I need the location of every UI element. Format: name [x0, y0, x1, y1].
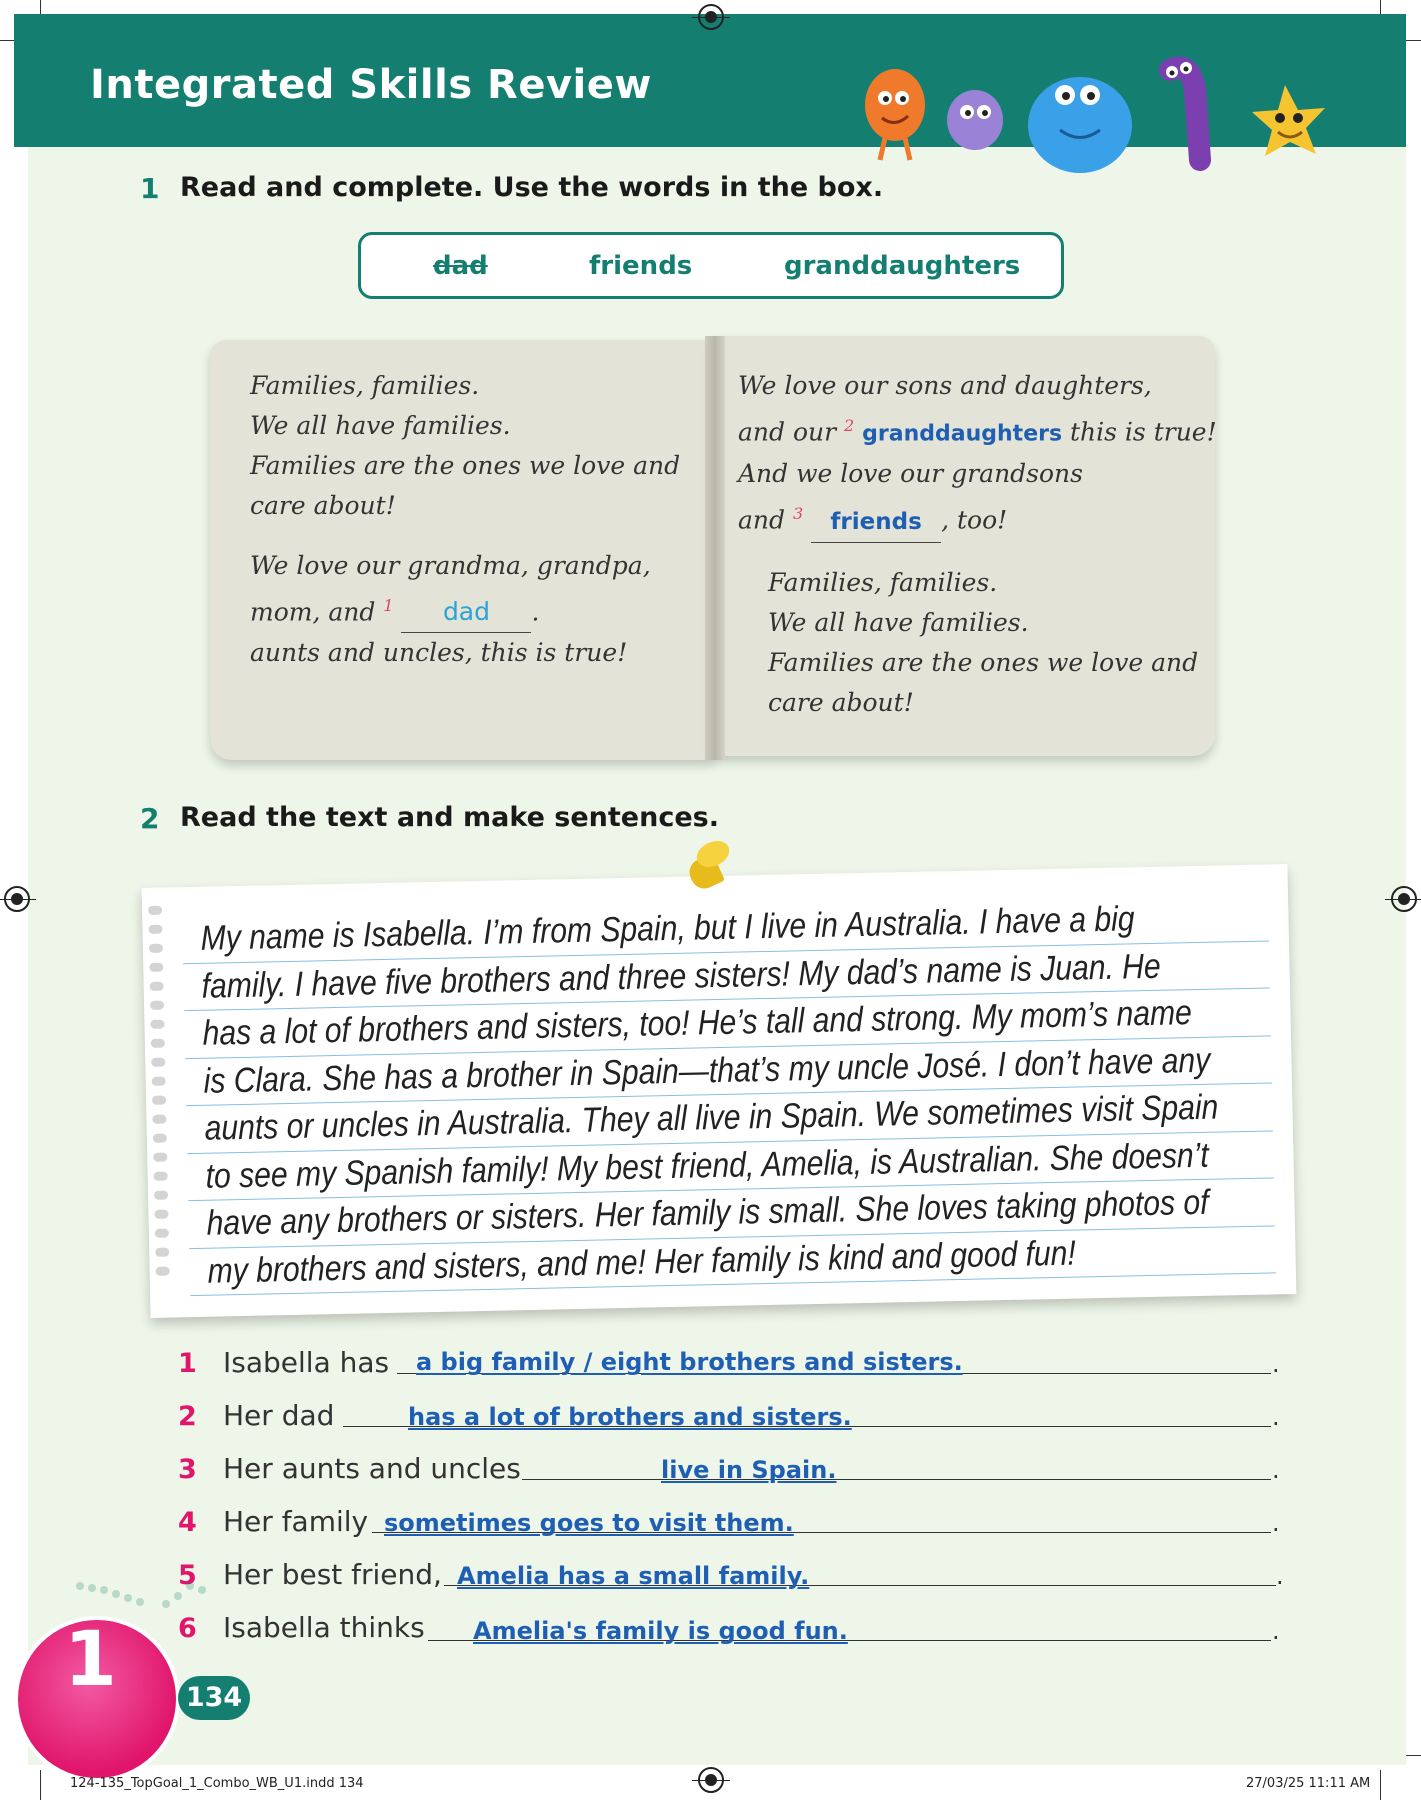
registration-mark-icon — [698, 1767, 724, 1793]
item-prompt: Her aunts and uncles — [223, 1452, 521, 1485]
poem-text: mom, and — [250, 597, 376, 627]
blank-number-2: 2 — [844, 416, 855, 435]
answer-3: friends — [830, 508, 922, 535]
section-2-number: 2 — [140, 802, 160, 835]
poem-line: care about! — [250, 491, 396, 520]
item-prompt: Her family — [223, 1505, 369, 1538]
page-number: 134 — [178, 1676, 250, 1720]
file-info: 124-135_TopGoal_1_Combo_WB_U1.indd 134 — [70, 1776, 364, 1791]
poem-text: . — [531, 597, 540, 627]
poem-line-with-blank-3 — [738, 494, 1217, 542]
item-answer[interactable]: sometimes goes to visit them. — [384, 1509, 794, 1537]
item-period: . — [1272, 1403, 1280, 1431]
book-spine — [705, 336, 725, 760]
passage-line: has a lot of brothers and sisters, too! He’s tall and strong. My mom’s name — [202, 993, 1193, 1053]
blank-number-3: 3 — [792, 504, 804, 524]
item-number: 6 — [178, 1613, 197, 1644]
item-number: 1 — [178, 1348, 197, 1379]
item-number: 2 — [178, 1401, 197, 1432]
section-1-number: 1 — [140, 172, 160, 205]
answer-1: dad — [442, 597, 490, 627]
passage-line: My name is Isabella. I’m from Spain, but I live in Australia. I have a big — [200, 899, 1135, 958]
open-book — [210, 332, 1215, 762]
poem-line: care about! — [768, 687, 914, 717]
section-2-instruction: Read the text and make sentences. — [180, 802, 719, 833]
purple-fluffy-character-icon — [947, 90, 1003, 150]
word-box-item-friends: friends — [589, 251, 693, 281]
answer-2[interactable]: granddaughters — [862, 421, 1063, 447]
poem-text: this is true! — [1070, 417, 1217, 447]
unit-number: 1 — [64, 1614, 117, 1703]
poem-left — [250, 366, 680, 673]
item-answer[interactable]: has a lot of brothers and sisters. — [408, 1403, 852, 1431]
answer-blank-3[interactable] — [811, 501, 941, 543]
poem-line: Families, families. — [250, 371, 480, 400]
item-period: . — [1272, 1509, 1280, 1537]
purple-worm-character-icon — [1166, 62, 1200, 160]
passage-line: aunts or uncles in Australia. They all live in Spain. We sometimes visit Spain — [204, 1087, 1219, 1148]
item-prompt: Isabella has — [223, 1346, 390, 1379]
item-period: . — [1272, 1456, 1280, 1484]
blue-blob-character-icon — [1028, 77, 1132, 173]
poem-line: We all have families. — [250, 411, 511, 440]
passage-line: family. I have five brothers and three sisters! My dad’s name is Juan. He — [201, 946, 1162, 1006]
item-prompt: Isabella thinks — [223, 1611, 425, 1644]
item-period: . — [1272, 1617, 1280, 1645]
poem-line: We love our sons and daughters, — [738, 371, 1152, 400]
registration-mark-icon — [4, 886, 30, 912]
item-period: . — [1276, 1562, 1284, 1590]
notepad-spiral — [148, 906, 170, 1301]
cartoon-characters-illustration — [850, 50, 1340, 190]
orange-character-icon — [865, 69, 925, 160]
poem-line: aunts and uncles, this is true! — [250, 638, 628, 668]
print-timestamp: 27/03/25 11:11 AM — [1246, 1776, 1371, 1791]
word-box-item-dad: dad — [433, 251, 488, 281]
poem-text: and — [738, 505, 786, 535]
item-answer[interactable]: a big family / eight brothers and sisters. — [416, 1348, 963, 1376]
poem-line-with-blank-1 — [250, 586, 680, 633]
passage-line: have any brothers or sisters. Her family is small. She loves taking photos of — [206, 1182, 1209, 1243]
poem-line-with-blank-2 — [738, 406, 1217, 454]
registration-mark-icon — [698, 4, 724, 30]
section-1-instruction: Read and complete. Use the words in the box. — [180, 172, 884, 203]
item-number: 5 — [178, 1560, 197, 1591]
item-prompt: Her dad — [223, 1399, 335, 1432]
poem-line: And we love our grandsons — [738, 459, 1083, 489]
word-box-item-granddaughters: granddaughters — [784, 251, 1021, 281]
poem-line: Families, families. — [768, 567, 998, 597]
trim-mark — [1380, 1770, 1381, 1800]
poem-text: , too! — [941, 505, 1008, 535]
poem-line: Families are the ones we love and — [250, 451, 681, 480]
registration-mark-icon — [1391, 886, 1417, 912]
poem-line: Families are the ones we love and — [768, 647, 1199, 677]
poem-line: We love our grandma, grandpa, — [250, 551, 651, 580]
item-prompt: Her best friend, — [223, 1558, 442, 1591]
trim-mark — [40, 1770, 41, 1800]
reading-passage — [200, 893, 1267, 1295]
item-number: 3 — [178, 1454, 197, 1485]
word-box — [358, 232, 1064, 299]
blank-number-1: 1 — [383, 596, 394, 615]
page-title: Integrated Skills Review — [90, 62, 652, 108]
notepad-text — [142, 864, 1297, 1318]
answer-blank-1[interactable] — [401, 592, 531, 633]
item-period: . — [1272, 1350, 1280, 1378]
poem-text: and our — [738, 417, 837, 447]
passage-line: my brothers and sisters, and me! Her family is kind and good fun! — [207, 1233, 1077, 1291]
item-answer[interactable]: Amelia has a small family. — [457, 1562, 810, 1590]
item-answer[interactable]: Amelia's family is good fun. — [473, 1617, 848, 1645]
passage-line: to see my Spanish family! My best friend, Amelia, is Australian. She doesn’t — [205, 1135, 1210, 1196]
item-number: 4 — [178, 1507, 197, 1538]
passage-line: is Clara. She has a brother in Spain—that’s my uncle José. I don’t have any — [203, 1040, 1211, 1101]
item-answer[interactable]: live in Spain. — [661, 1456, 837, 1484]
poem-right — [738, 366, 1217, 723]
yellow-star-character-icon — [1252, 85, 1325, 156]
poem-line: We all have families. — [768, 607, 1029, 637]
item-answer-line — [522, 1479, 1271, 1480]
